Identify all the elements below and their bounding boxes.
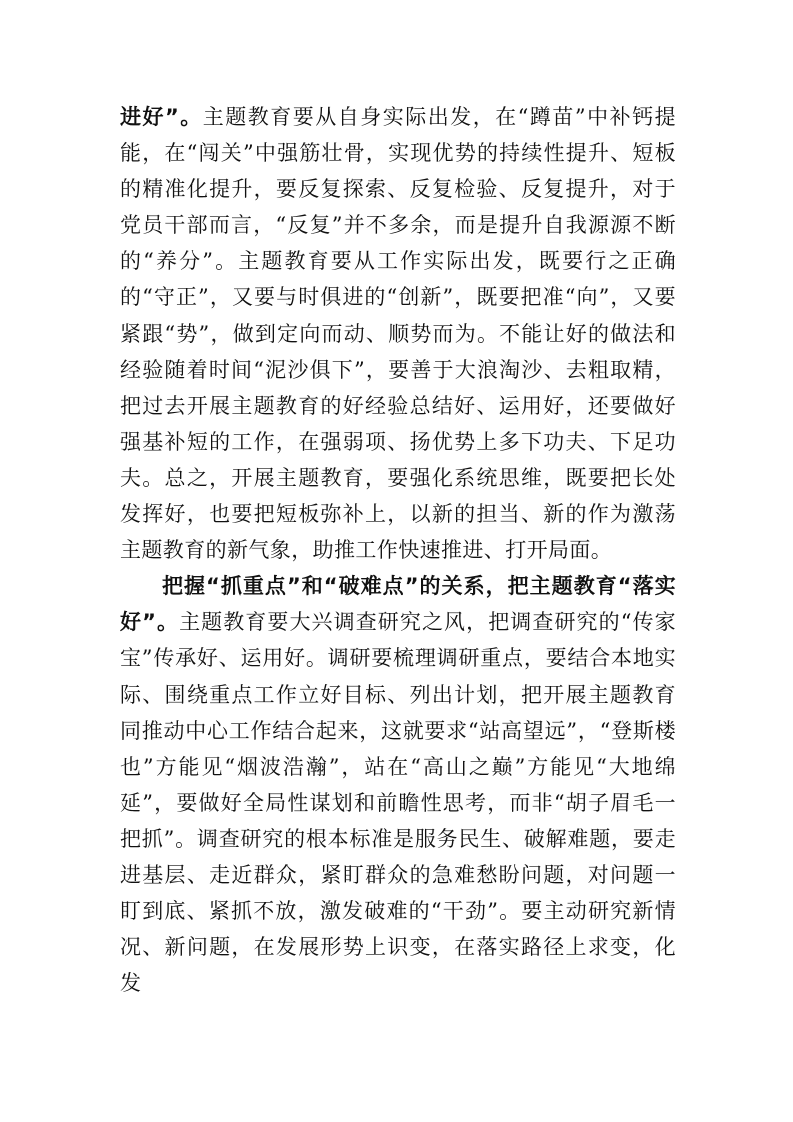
paragraph-section-heading [120,568,676,1001]
paragraph-body: 主题教育要从自身实际出发，在“蹲苗”中补钙提能，在“闯关”中强筋壮骨，实现优势的持续性提升、短板的精准化提升，要反复探索、反复检验、反复提升，对于党员干部而言，“反复”并不多余，而是提升自我源源不断的“养分”。主题教育要从工作实际出发，既要行之正确的“守正”，又要与时俱进的“创新”，既要把准“向”，又要紧跟“势”，做到定向而动、顺势而为。不能让好的做法和经验随着时间“泥沙俱下”，要善于大浪淘沙、去粗取精，把过去开展主题教育的好经验总结好、运用好，还要做好强基补短的工作，在强弱项、扬优势上多下功夫、下足功夫。总之，开展主题教育，要强化系统思维，既要把长处发挥好，也要把短板弥补上，以新的担当、新的作为激荡主题教育的新气象，助推工作快速推进、打开局面。 [120,105,676,563]
document-page [120,99,676,1001]
paragraph-body: 主题教育要大兴调查研究之风，把调查研究的“传家宝”传承好、运用好。调研要梳理调研重点，要结合本地实际、围绕重点工作立好目标、列出计划，把开展主题教育同推动中心工作结合起来，这就要求“站高望远”，“登斯楼也”方能见“烟波浩瀚”，站在“高山之巅”方能见“大地绵延”，要做好全局性谋划和前瞻性思考，而非“胡子眉毛一把抓”。调查研究的根本标准是服务民生、破解难题，要走进基层、走近群众，紧盯群众的急难愁盼问题，对问题一盯到底、紧抓不放，激发破难的“干劲”。要主动研究新情况、新问题，在发展形势上识变，在落实路径上求变，化发 [120,610,676,996]
paragraph-lead-bold: 把握“抓重点”和“破难点”的关系，把主题教育“落实好”。 [120,574,676,635]
paragraph-lead-bold: 进好”。 [120,105,203,129]
paragraph-continued [120,99,676,568]
